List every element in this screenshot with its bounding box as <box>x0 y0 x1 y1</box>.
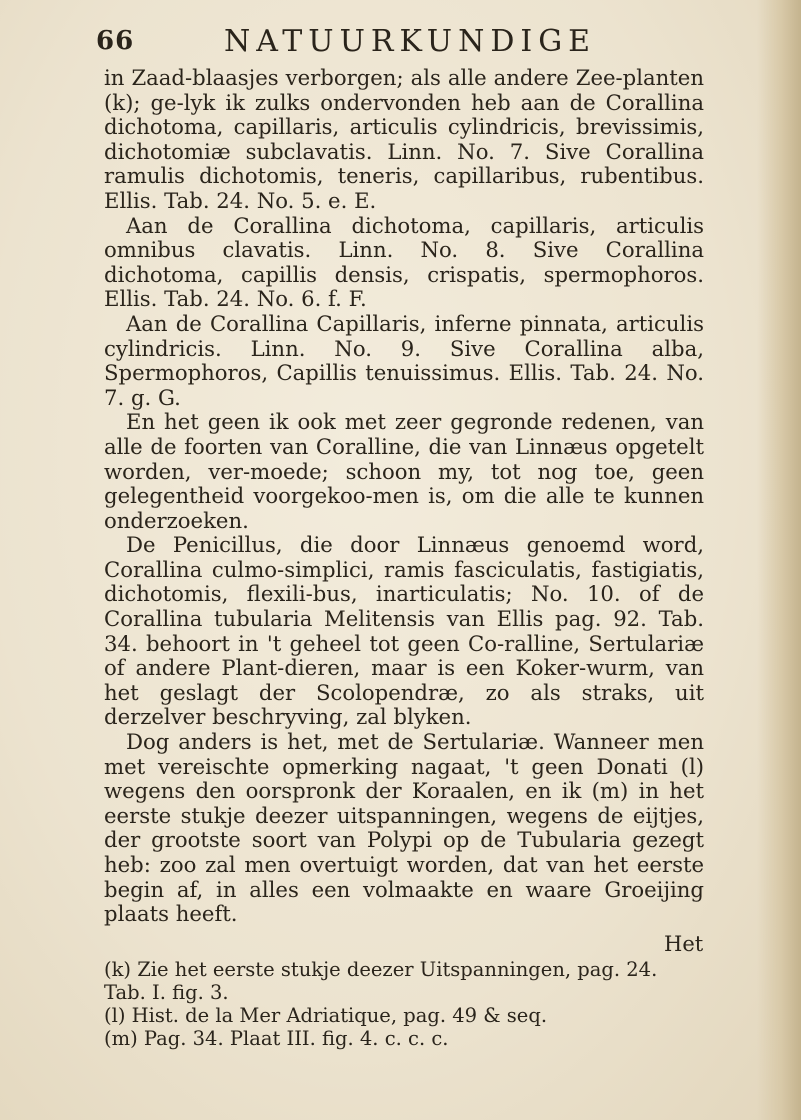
page-number: 66 <box>96 26 135 56</box>
paragraph: Aan de Corallina Capillaris, inferne pinnata, articulis cylindricis. Linn. No. 9. Sive Corallina alba, Spermophoros, Capillis tenuissimus. Ellis. Tab. 24. No. 7. g. G. <box>104 310 704 410</box>
catchword: Het <box>664 932 704 956</box>
paragraph: En het geen ik ook met zeer gegronde redenen, van alle de foorten van Coralline, die van Linnæus opgetelt worden, ver-moede; schoon my, tot nog toe, geen gelegentheid voorgekoo-men is, om die alle te kunnen onderzoeken. <box>104 409 704 533</box>
body-text <box>104 66 704 927</box>
paragraph: De Penicillus, die door Linnæus genoemd word, Corallina culmo-simplici, ramis fasciculatis, fastigiatis, dichotomis, flexili-bus, inarticulatis; No. 10. of de Corallina tubularia Melitensis van Ellis pag. 92. Tab. 34. behoort in 't geheel tot geen Co-ralline, Sertulariæ of andere Plant-dieren, maar is een Koker-wurm, van het geslagt der Scolopendræ, zo als straks, uit derzelver beschryving, zal blyken. <box>104 532 704 730</box>
page-header <box>96 18 656 58</box>
paragraph: in Zaad-blaasjes verborgen; als alle andere Zee-planten (k); ge-lyk ik zulks ondervonden heb aan de Corallina dichotoma, capillaris, articulis cylindricis, brevissimis, dichotomiæ subclavatis. Linn. No. 7. Sive Corallina ramulis dichotomis, teneris, capillaribus, rubentibus. Ellis. Tab. 24. No. 5. e. E. <box>104 65 704 213</box>
footnote: (m) Pag. 34. Plaat III. fig. 4. c. c. c. <box>104 1027 449 1050</box>
footnotes <box>104 958 704 1050</box>
page-edge-shadow <box>757 0 801 1120</box>
footnote: (k) Zie het eerste stukje deezer Uitspanningen, pag. 24. Tab. I. fig. 3. <box>104 958 658 1004</box>
paragraph: Aan de Corallina dichotoma, capillaris, articulis omnibus clavatis. Linn. No. 8. Sive Corallina dichotoma, capillis densis, crispatis, spermophoros. Ellis. Tab. 24. No. 6. f. F. <box>104 212 704 312</box>
running-head: NATUURKUNDIGE <box>224 24 597 59</box>
footnote: (l) Hist. de la Mer Adriatique, pag. 49 & seq. <box>104 1004 548 1027</box>
paragraph: Dog anders is het, met de Sertulariæ. Wanneer men met vereischte opmerking nagaat, 't geen Donati (l) wegens den oorspronk der Koraalen, en ik (m) in het eerste stukje deezer uitspanningen, wegens de eijtjes, der grootste soort van Polypi op de Tubularia gezegt heb: zoo zal men overtuigt worden, dat van het eerste begin af, in alles een volmaakte en waare Groeijing plaats heeft. <box>104 729 704 927</box>
